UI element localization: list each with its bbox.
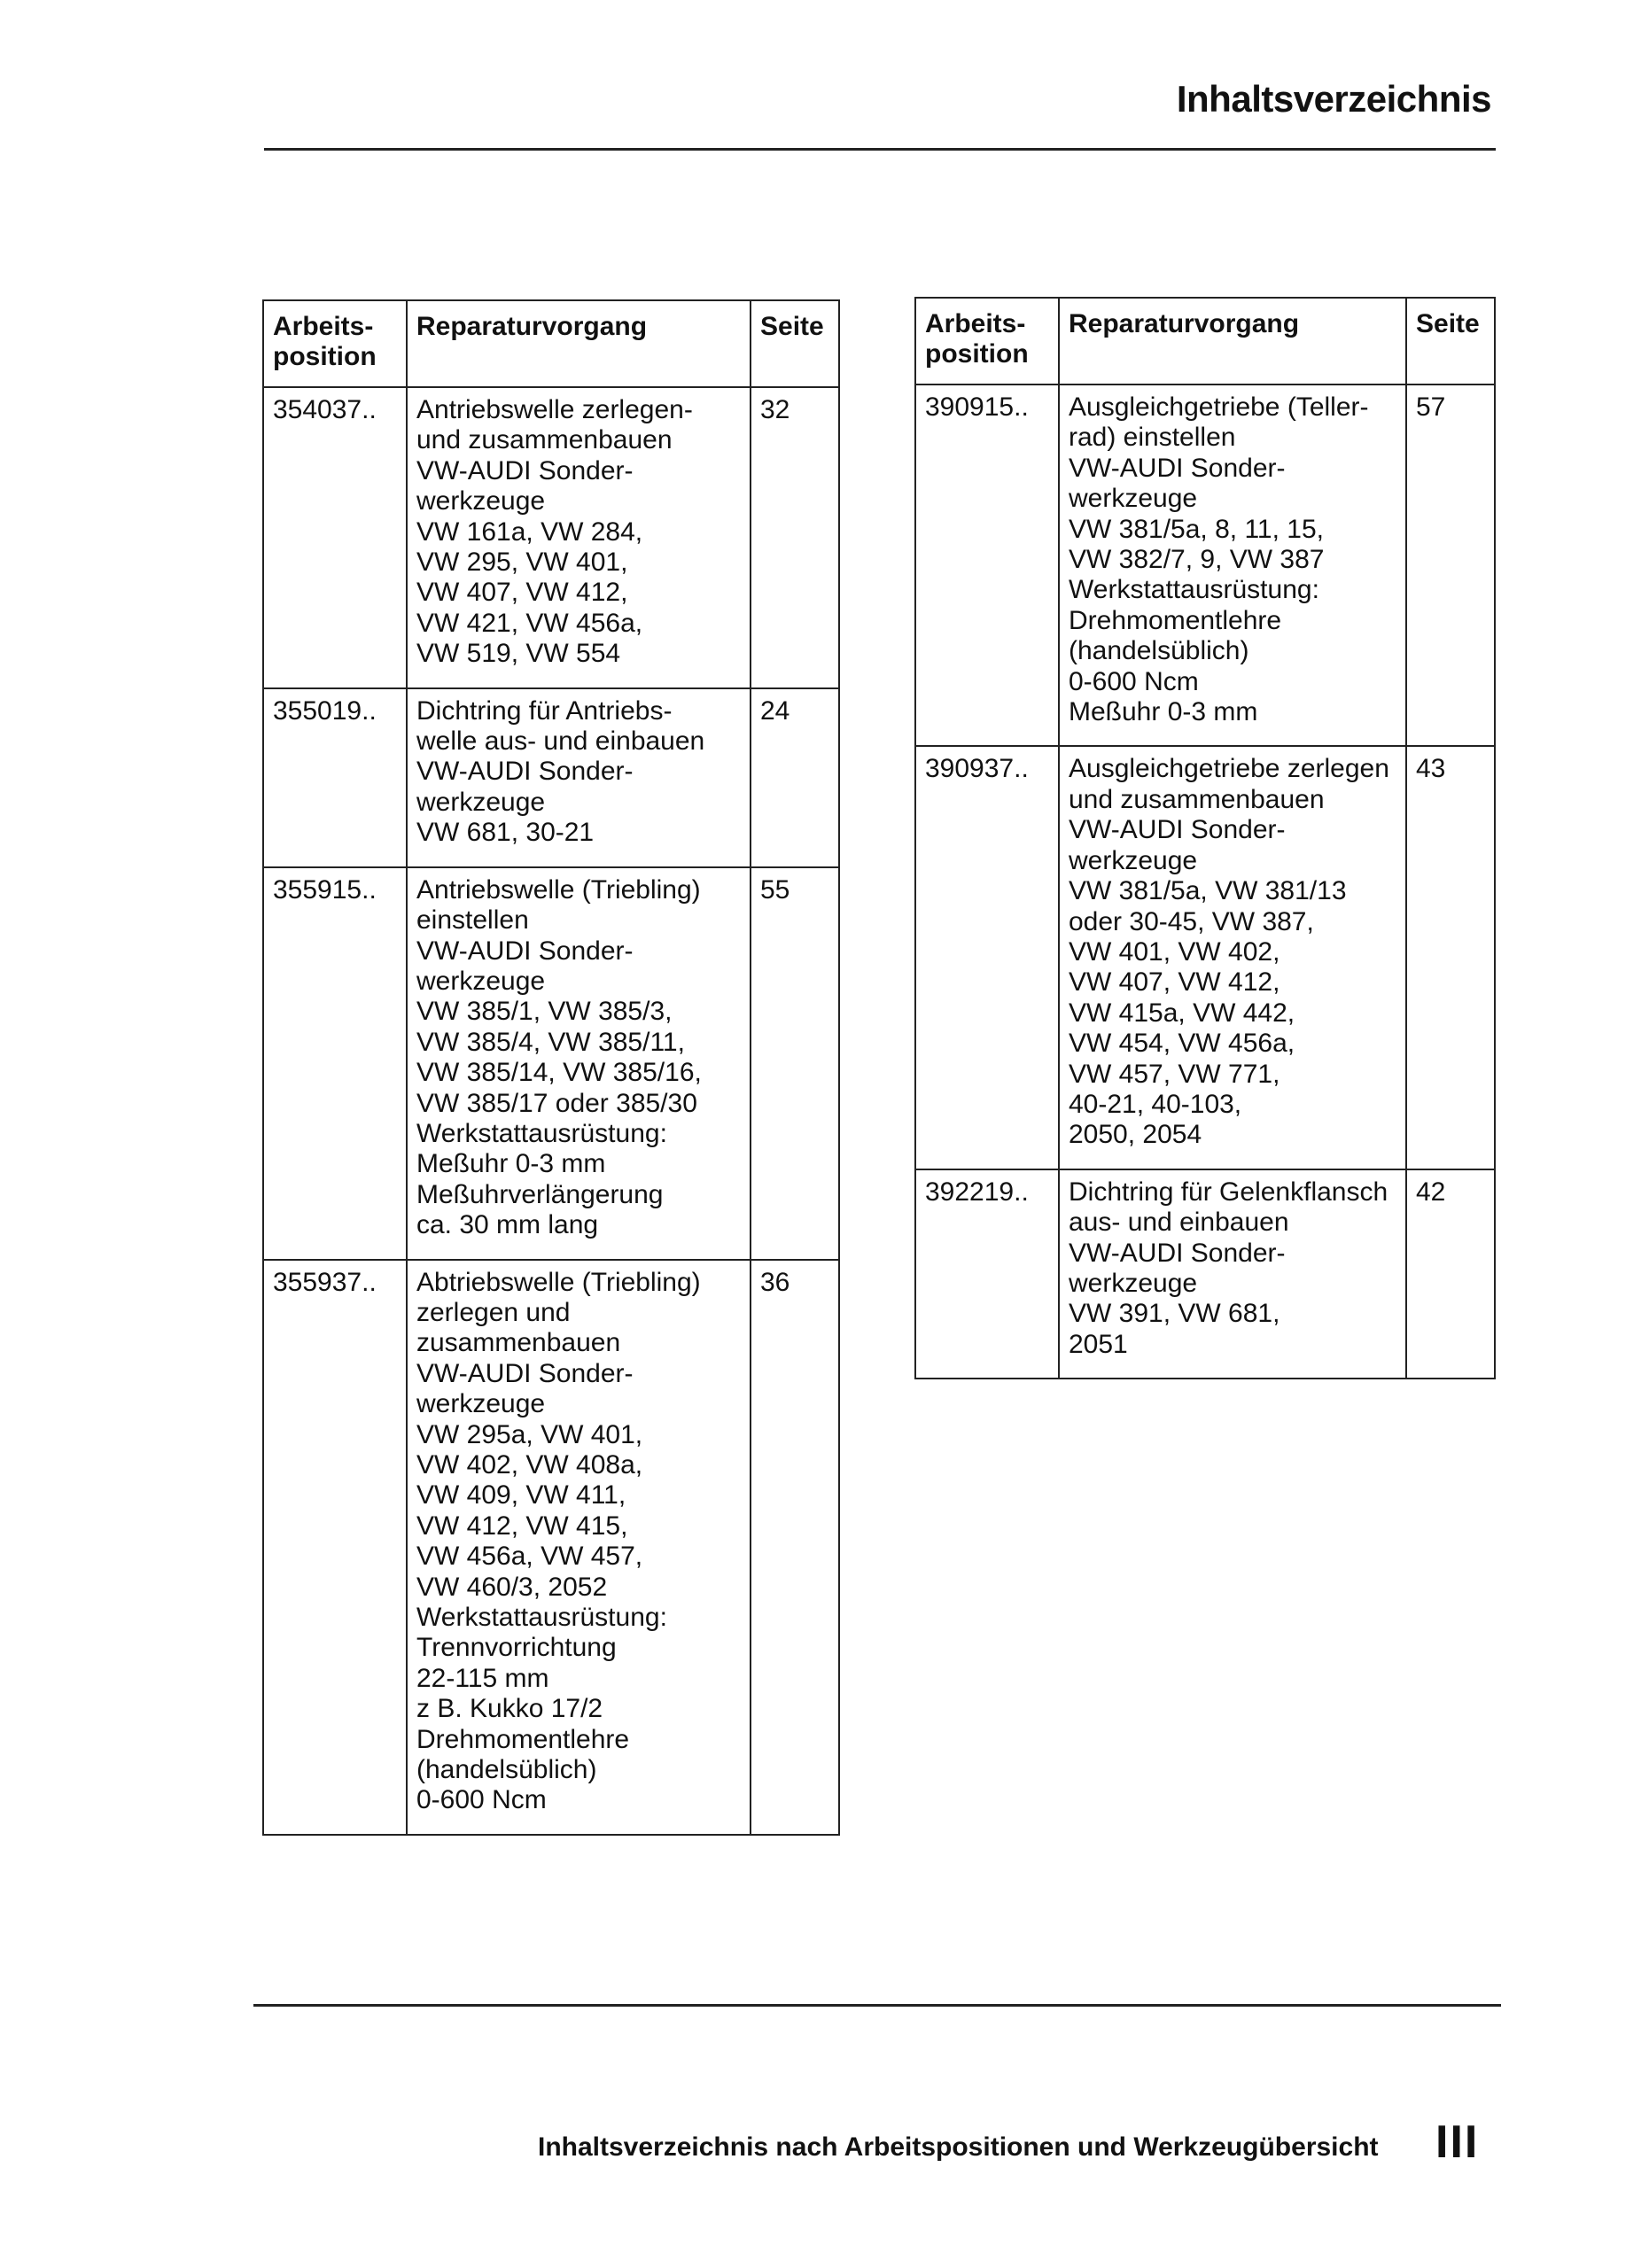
table-row [915,384,1495,746]
procedure-description [407,1260,751,1835]
column-header-procedure: Reparaturvorgang [407,300,751,387]
procedure-line: 22-115 mm [416,1663,549,1693]
page-reference: 24 [751,688,839,867]
procedure-description [1059,1169,1406,1379]
procedure-line: und zusammenbauen [1069,784,1325,814]
procedure-line: zusammenbauen [416,1328,621,1358]
procedure-line: VW 421, VW 456a, [416,608,643,638]
toc-body-left [263,387,839,1835]
procedure-line: 2051 [1069,1329,1128,1359]
page-header-title: Inhaltsverzeichnis [1176,78,1491,120]
work-position: 392219.. [915,1169,1059,1379]
procedure-line: VW 385/1, VW 385/3, [416,997,673,1027]
table-row [915,1169,1495,1379]
procedure-line: VW 456a, VW 457, [416,1542,643,1572]
procedure-line: VW 295a, VW 401, [416,1419,643,1449]
procedure-line: 0-600 Ncm [416,1785,547,1815]
procedure-line: VW-AUDI Sonder- [416,1358,634,1388]
procedure-line: Ausgleichgetriebe zerlegen [1069,754,1389,784]
toc-body-right [915,384,1495,1379]
column-header-position-line1: Arbeits- [273,312,374,341]
work-position: 355937.. [263,1260,407,1835]
page-reference: 32 [751,387,839,688]
procedure-line: VW-AUDI Sonder- [1069,1238,1286,1268]
procedure-line: welle aus- und einbauen [416,726,705,757]
procedure-line: VW 681, 30-21 [416,818,595,848]
toc-table-left [262,299,840,1836]
procedure-line: (handelsüblich) [1069,636,1249,666]
footer-divider [253,2004,1501,2007]
procedure-line: werkzeuge [416,966,546,996]
table-row [263,867,839,1260]
work-position: 390937.. [915,746,1059,1169]
procedure-line: werkzeuge [416,1389,546,1419]
procedure-line: und zusammenbauen [416,425,673,455]
procedure-line: Antriebswelle (Triebling) [416,874,701,905]
work-position: 355019.. [263,688,407,867]
procedure-line: oder 30-45, VW 387, [1069,906,1314,936]
procedure-line: VW-AUDI Sonder- [416,936,634,966]
table-header-row [263,300,839,387]
procedure-line: werkzeuge [416,486,546,517]
procedure-line: (handelsüblich) [416,1755,597,1785]
procedure-line: Ausgleichgetriebe (Teller- [1069,392,1369,422]
page-reference: 55 [751,867,839,1260]
procedure-line: Abtriebswelle (Triebling) [416,1267,701,1297]
procedure-line: Trennvorrichtung [416,1633,617,1663]
procedure-line: VW 519, VW 554 [416,639,621,669]
column-header-position [915,298,1059,384]
procedure-line: VW 402, VW 408a, [416,1450,643,1480]
procedure-line: VW 385/14, VW 385/16, [416,1058,702,1088]
procedure-line: rad) einstellen [1069,423,1236,453]
procedure-description [407,867,751,1260]
procedure-description [1059,746,1406,1169]
procedure-line: 40-21, 40-103, [1069,1089,1242,1119]
table-row [263,387,839,688]
procedure-line: VW 385/17 oder 385/30 [416,1088,697,1118]
column-header-position-line1: Arbeits- [925,309,1026,338]
table-row [263,1260,839,1835]
procedure-line: Meßuhr 0-3 mm [416,1149,606,1179]
procedure-line: zerlegen und [416,1297,571,1327]
table-row [915,746,1495,1169]
procedure-line: VW 385/4, VW 385/11, [416,1027,685,1057]
procedure-line: Meßuhr 0-3 mm [1069,697,1258,727]
procedure-line: VW-AUDI Sonder- [1069,815,1286,845]
page-reference: 42 [1406,1169,1495,1379]
procedure-line: VW-AUDI Sonder- [416,757,634,787]
procedure-line: einstellen [416,905,529,936]
procedure-line: VW 454, VW 456a, [1069,1029,1295,1059]
work-position: 354037.. [263,387,407,688]
work-position: 355915.. [263,867,407,1260]
procedure-line: VW 401, VW 402, [1069,936,1280,967]
page-number: III [1435,2117,1480,2168]
page-reference: 36 [751,1260,839,1835]
procedure-line: werkzeuge [1069,484,1198,514]
procedure-line: VW 460/3, 2052 [416,1572,608,1602]
procedure-line: VW 412, VW 415, [416,1511,628,1541]
procedure-line: VW-AUDI Sonder- [416,455,634,485]
procedure-line: ca. 30 mm lang [416,1210,599,1240]
procedure-line: VW 161a, VW 284, [416,517,643,547]
column-header-page: Seite [751,300,839,387]
table-header-row [915,298,1495,384]
procedure-description [407,387,751,688]
procedure-line: VW 382/7, 9, VW 387 [1069,545,1325,575]
footer-caption: Inhaltsverzeichnis nach Arbeitspositionen und Werkzeugübersicht [538,2132,1379,2162]
table-row [263,688,839,867]
procedure-line: Antriebswelle zerlegen- [416,395,693,424]
procedure-line: Werkstattausrüstung: [1069,575,1319,605]
procedure-line: VW 381/5a, 8, 11, 15, [1069,514,1324,544]
procedure-line: Drehmomentlehre [416,1724,630,1754]
work-position: 390915.. [915,384,1059,746]
procedure-line: werkzeuge [1069,1268,1198,1298]
procedure-description [1059,384,1406,746]
toc-table-right [914,297,1496,1379]
column-header-position-line2: position [273,342,377,371]
procedure-line: VW 415a, VW 442, [1069,998,1295,1028]
procedure-line: 0-600 Ncm [1069,666,1199,696]
procedure-line: VW 409, VW 411, [416,1480,626,1511]
procedure-line: Meßuhrverlängerung [416,1179,664,1209]
procedure-line: 2050, 2054 [1069,1120,1202,1150]
column-header-procedure: Reparaturvorgang [1059,298,1406,384]
procedure-description [407,688,751,867]
procedure-line: VW 407, VW 412, [416,578,628,608]
procedure-line: Werkstattausrüstung: [416,1118,667,1148]
column-header-page: Seite [1406,298,1495,384]
header-divider [264,148,1496,151]
page-reference: 57 [1406,384,1495,746]
procedure-line: werkzeuge [1069,845,1198,875]
procedure-line: VW 295, VW 401, [416,548,628,578]
procedure-line: VW 381/5a, VW 381/13 [1069,876,1347,906]
procedure-line: Dichtring für Gelenkflansch [1069,1177,1388,1207]
column-header-position [263,300,407,387]
procedure-line: z B. Kukko 17/2 [416,1694,603,1724]
procedure-line: VW 391, VW 681, [1069,1299,1280,1329]
procedure-line: VW-AUDI Sonder- [1069,453,1286,483]
column-header-position-line2: position [925,339,1029,369]
page-reference: 43 [1406,746,1495,1169]
procedure-line: VW 457, VW 771, [1069,1059,1280,1089]
procedure-line: Werkstattausrüstung: [416,1603,667,1633]
procedure-line: Drehmomentlehre [1069,605,1282,635]
procedure-line: werkzeuge [416,787,546,817]
procedure-line: aus- und einbauen [1069,1208,1289,1238]
procedure-line: Dichtring für Antriebs- [416,695,673,726]
procedure-line: VW 407, VW 412, [1069,967,1280,998]
